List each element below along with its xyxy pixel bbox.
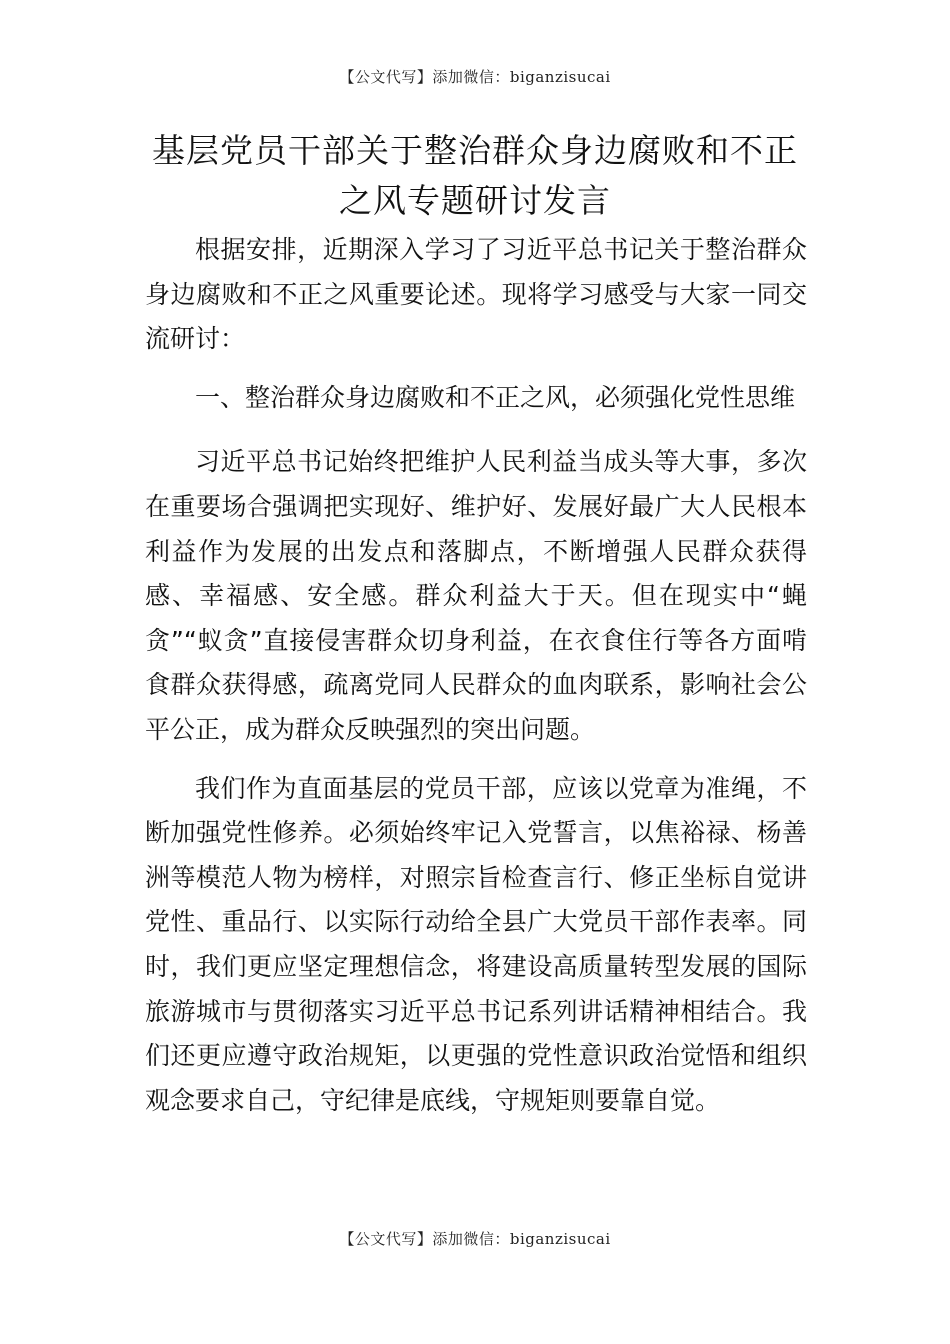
body-paragraph: 习近平总书记始终把维护人民利益当成头等大事，多次在重要场合强调把实现好、维护好、发展好最广大人民根本利益作为发展的出发点和落脚点，不断增强人民群众获得感、幸福感、安全感。群众利益大于天。但在现实中“蝇贪”“蚁贪”直接侵害群众切身利益，在衣食住行等各方面啃食群众获得感，疏离党同人民群众的血肉联系，影响社会公平公正，成为群众反映强烈的突出问题。: [145, 447, 807, 744]
document-body: [145, 228, 807, 1137]
page-header: 【公文代写】添加微信：biganzisucai: [339, 68, 611, 86]
intro-paragraph: 根据安排，近期深入学习了习近平总书记关于整治群众身边腐败和不正之风重要论述。现将学习感受与大家一同交流研讨：: [145, 235, 807, 354]
page-footer: 【公文代写】添加微信：biganzisucai: [339, 1230, 611, 1248]
section-heading: 一、整治群众身边腐败和不正之风，必须强化党性思维: [195, 382, 796, 412]
document-title: 基层党员干部关于整治群众身边腐败和不正之风专题研讨发言: [152, 131, 798, 220]
body-paragraph: 我们作为直面基层的党员干部，应该以党章为准绳，不断加强党性修养。必须始终牢记入党誓言，以焦裕禄、杨善洲等模范人物为榜样，对照宗旨检查言行、修正坐标自觉讲党性、重品行、以实际行动给全县广大党员干部作表率。同时，我们更应坚定理想信念，将建设高质量转型发展的国际旅游城市与贯彻落实习近平总书记系列讲话精神相结合。我们还更应遵守政治规矩，以更强的党性意识政治觉悟和组织观念要求自己，守纪律是底线，守规矩则要靠自觉。: [145, 773, 807, 1115]
